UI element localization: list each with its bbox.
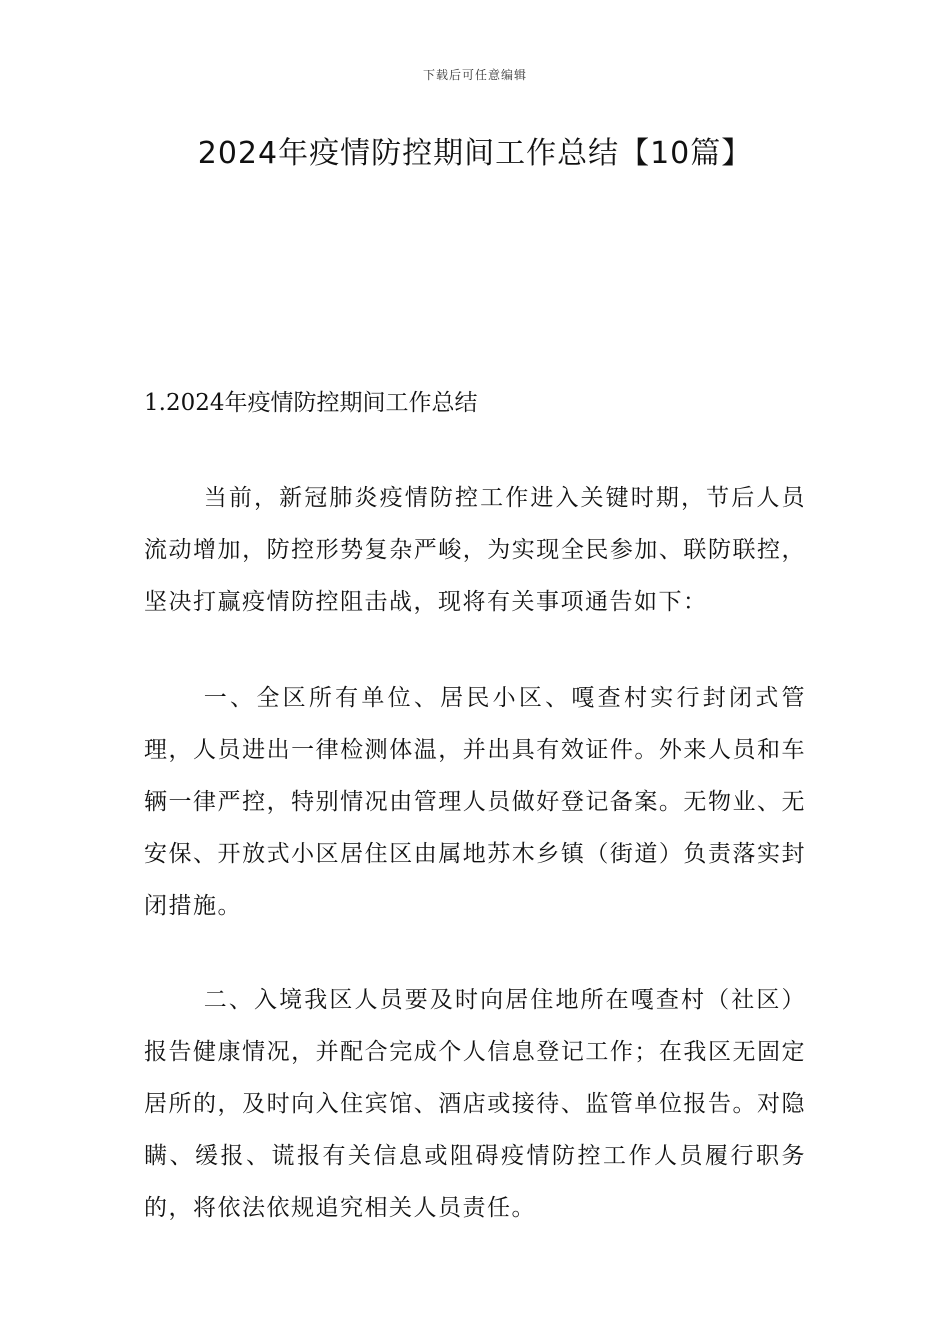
document-title: 2024年疫情防控期间工作总结【10篇】 (197, 136, 753, 171)
paragraph-item-two: 二、入境我区人员要及时向居住地所在嘎查村（社区）报告健康情况，并配合完成个人信息登记工作；在我区无固定居所的，及时向入住宾馆、酒店或接待、监管单位报告。对隐瞒、缓报、谎报有关信息或阻碍疫情防控工作人员履行职务的，将依法依规追究相关人员责任。 (144, 987, 806, 1221)
paragraph-intro: 当前，新冠肺炎疫情防控工作进入关键时期，节后人员流动增加，防控形势复杂严峻，为实现全民参加、联防联控，坚决打赢疫情防控阻击战，现将有关事项通告如下： (144, 485, 806, 615)
header-note: 下载后可任意编辑 (422, 68, 527, 82)
section-heading: 1.2024年疫情防控期间工作总结 (144, 390, 478, 416)
paragraph-item-one: 一、全区所有单位、居民小区、嘎查村实行封闭式管理，人员进出一律检测体温，并出具有效证件。外来人员和车辆一律严控，特别情况由管理人员做好登记备案。无物业、无安保、开放式小区居住区由属地苏木乡镇（街道）负责落实封闭措施。 (144, 685, 806, 919)
